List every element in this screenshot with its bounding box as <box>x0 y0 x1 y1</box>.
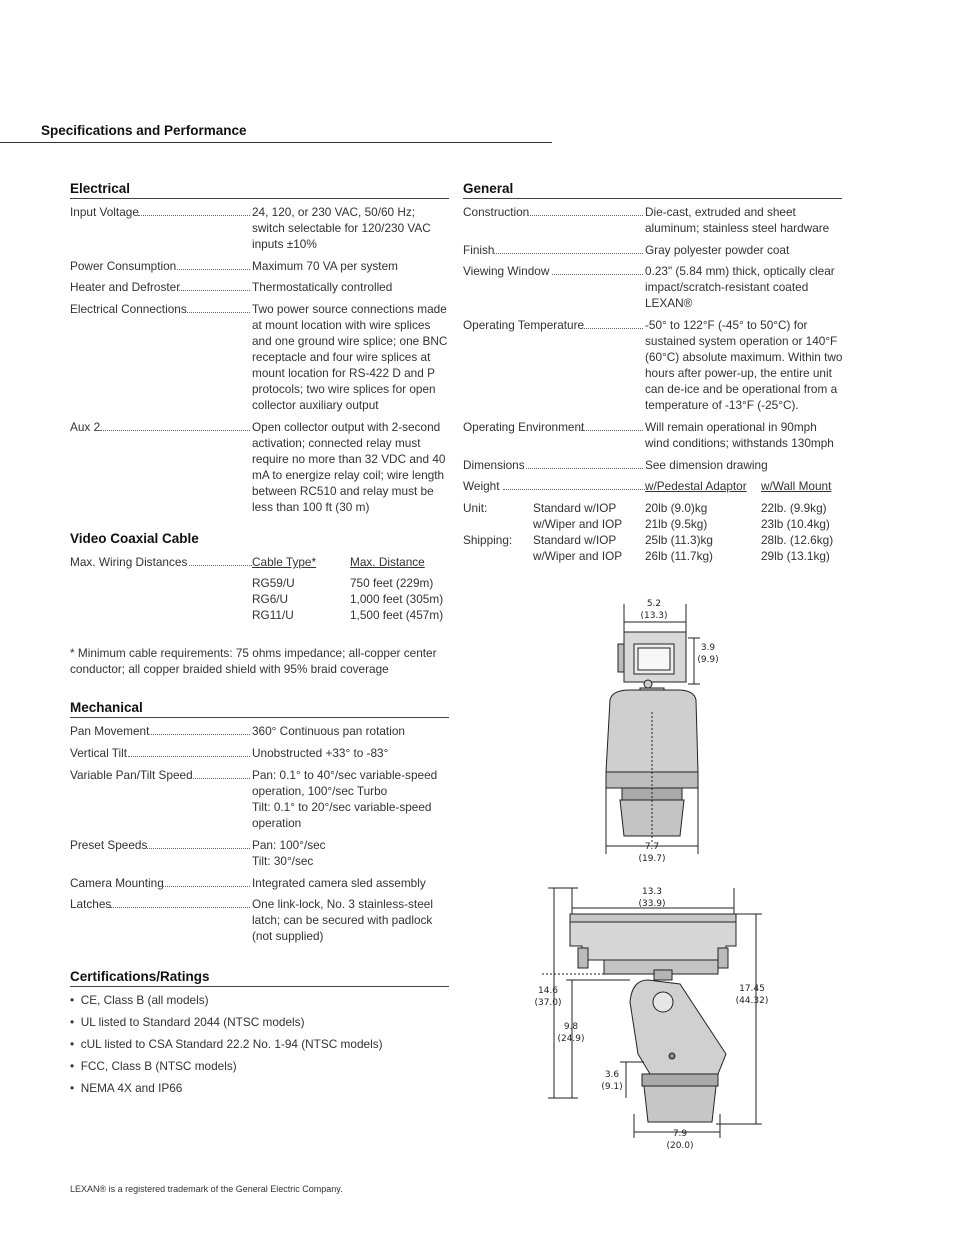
spec-label: Dimensions <box>463 458 525 472</box>
weight-table <box>463 478 843 568</box>
spec-row <box>463 242 843 258</box>
wall-mount-dimension-drawing <box>530 884 780 1152</box>
title-divider <box>0 142 552 143</box>
leader-dots <box>581 419 643 431</box>
video-label: Max. Wiring Distances <box>70 555 188 569</box>
spec-value: inputs ±10% <box>252 237 317 251</box>
spec-label: Pan Movement <box>70 724 150 738</box>
spec-value: Tilt: 0.1° to 20°/sec variable-speed <box>252 800 432 814</box>
cable-distance: 1,500 feet (457m) <box>350 608 444 622</box>
spec-label: Preset Speeds <box>70 838 148 852</box>
spec-value: protocols; two wire splices for open <box>252 382 436 396</box>
spec-row <box>70 723 450 739</box>
leader-dots <box>552 263 643 275</box>
weight-config: Standard w/IOP <box>533 501 617 515</box>
dim-label: (24.9) <box>557 1034 585 1044</box>
spec-value: Integrated camera sled assembly <box>252 876 426 890</box>
leader-dots <box>184 301 250 313</box>
spec-row <box>463 263 843 311</box>
cable-distance: 750 feet (229m) <box>350 576 434 590</box>
trademark-footnote: LEXAN® is a registered trademark of the General Electric Company. <box>70 1184 343 1194</box>
spec-value: (not supplied) <box>252 929 324 943</box>
dim-label: 17.45 <box>739 984 765 994</box>
spec-value: hours after power-up, the entire unit <box>645 366 832 380</box>
spec-label: Finish <box>463 243 495 257</box>
spec-value: impact/scratch-resistant coated <box>645 280 809 294</box>
leader-dots <box>189 554 252 566</box>
video-heading: Video Coaxial Cable <box>70 531 199 546</box>
spec-label: Input Voltage <box>70 205 139 219</box>
spec-value: less than 100 ft (30 m) <box>252 500 370 514</box>
weight-wall: 29lb (13.1kg) <box>761 549 830 563</box>
spec-row <box>70 419 450 515</box>
cable-note <box>70 645 437 677</box>
dim-label: (44.32) <box>735 996 769 1006</box>
spec-row <box>463 419 843 451</box>
spec-value: at mount location with wire splices <box>252 318 431 332</box>
spec-label: Viewing Window <box>463 264 550 278</box>
weight-pedestal: 21lb (9.5kg) <box>645 517 708 531</box>
cable-type: RG59/U <box>252 576 295 590</box>
spec-value: temperature of -13°F (-25°C). <box>645 398 799 412</box>
spec-value: Tilt: 30°/sec <box>252 854 314 868</box>
spec-value: mA to energize relay coil; wire length <box>252 468 445 482</box>
weight-config: w/Wiper and IOP <box>533 517 623 531</box>
certifications-divider <box>70 986 449 987</box>
spec-value: Two power source connections made <box>252 302 447 316</box>
general-divider <box>463 198 842 199</box>
spec-value: Pan: 100°/sec <box>252 838 326 852</box>
spec-label: Power Consumption <box>70 259 177 273</box>
spec-value: collector auxiliary output <box>252 398 379 412</box>
dim-label: (19.7) <box>638 854 666 864</box>
weight-config: w/Wiper and IOP <box>533 549 623 563</box>
spec-value: aluminum; stainless steel hardware <box>645 221 830 235</box>
spec-label: Vertical Tilt <box>70 746 128 760</box>
leader-dots <box>503 478 645 490</box>
leader-dots <box>494 242 643 254</box>
cable-note-line: conductor; all copper braided shield with 95% braid coverage <box>70 662 389 676</box>
dim-label: (20.0) <box>666 1141 694 1151</box>
dim-label: 7.9 <box>672 1129 688 1139</box>
dim-label: 9.8 <box>563 1022 579 1032</box>
spec-value: Pan: 0.1° to 40°/sec variable-speed <box>252 768 438 782</box>
weight-config: Standard w/IOP <box>533 533 617 547</box>
spec-value: activation; connected relay must <box>252 436 421 450</box>
weight-pedestal: 20lb (9.0)kg <box>645 501 708 515</box>
electrical-divider <box>70 198 449 199</box>
spec-value: See dimension drawing <box>645 458 768 472</box>
weight-wall: 22lb. (9.9kg) <box>761 501 827 515</box>
dim-label: 13.3 <box>641 887 663 897</box>
cable-type-header: Cable Type* <box>252 555 317 569</box>
spec-label: Operating Environment <box>463 420 585 434</box>
spec-row <box>463 204 843 236</box>
spec-value: -50° to 122°F (-45° to 50°C) for <box>645 318 808 332</box>
spec-value: 360° Continuous pan rotation <box>252 724 405 738</box>
spec-value: receptacle and four wire splices at <box>252 350 431 364</box>
spec-value: and one ground wire splice; one BNC <box>252 334 448 348</box>
list-item: • NEMA 4X and IP66 <box>70 1081 183 1095</box>
spec-value: operation <box>252 816 302 830</box>
dim-label: 3.6 <box>604 1070 620 1080</box>
leader-dots <box>100 419 250 431</box>
dim-label: (37.0) <box>534 998 562 1008</box>
spec-row <box>70 767 450 831</box>
leader-dots <box>162 875 250 887</box>
list-item: • UL listed to Standard 2044 (NTSC models) <box>70 1015 305 1029</box>
spec-value: Open collector output with 2-second <box>252 420 441 434</box>
leader-dots <box>110 896 250 908</box>
leader-dots <box>528 204 643 216</box>
mechanical-heading: Mechanical <box>70 700 143 715</box>
spec-value: switch selectable for 120/230 VAC <box>252 221 431 235</box>
leader-dots <box>128 745 250 757</box>
mechanical-divider <box>70 717 449 718</box>
weight-wall: 23lb (10.4kg) <box>761 517 830 531</box>
spec-label: Operating Temperature <box>463 318 585 332</box>
spec-label: Latches <box>70 897 112 911</box>
weight-group: Unit: <box>463 501 488 515</box>
cable-type: RG6/U <box>252 592 289 606</box>
spec-value: sustained system operation or 140°F <box>645 334 838 348</box>
spec-row <box>70 745 450 761</box>
spec-label: Heater and Defroster <box>70 280 181 294</box>
cable-type: RG11/U <box>252 608 294 622</box>
dim-label: (13.3) <box>640 611 668 621</box>
spec-value: between RC510 and relay must be <box>252 484 434 498</box>
page-title: Specifications and Performance <box>41 123 247 138</box>
spec-value: wind conditions; withstands 130mph <box>645 436 834 450</box>
pedestal-header: w/Pedestal Adaptor <box>645 479 747 493</box>
spec-value: latch; can be secured with padlock <box>252 913 433 927</box>
spec-value: Will remain operational in 90mph <box>645 420 817 434</box>
spec-value: Unobstructed +33° to -83° <box>252 746 389 760</box>
spec-value: Die-cast, extruded and sheet <box>645 205 796 219</box>
weight-group: Shipping: <box>463 533 513 547</box>
dim-label: 7.7 <box>644 842 660 852</box>
leader-dots <box>179 279 250 291</box>
leader-dots <box>144 837 250 849</box>
spec-label: Electrical Connections <box>70 302 187 316</box>
spec-row <box>463 457 843 473</box>
spec-label: Construction <box>463 205 530 219</box>
spec-value: Maximum 70 VA per system <box>252 259 398 273</box>
wall-mount-header: w/Wall Mount <box>761 479 832 493</box>
leader-dots <box>190 767 250 779</box>
spec-row <box>70 258 450 274</box>
certifications-list <box>70 992 383 1102</box>
leader-dots <box>582 317 643 329</box>
spec-label: Aux 2 <box>70 420 101 434</box>
spec-value: can de-ice and be operational from a <box>645 382 838 396</box>
spec-label: Camera Mounting <box>70 876 164 890</box>
video-cable-table <box>70 554 450 624</box>
list-item: • CE, Class B (all models) <box>70 993 209 1007</box>
list-item: • cUL listed to CSA Standard 22.2 No. 1-94 (NTSC models) <box>70 1037 383 1051</box>
weight-label: Weight <box>463 479 500 493</box>
list-item: • FCC, Class B (NTSC models) <box>70 1059 237 1073</box>
electrical-heading: Electrical <box>70 181 131 196</box>
dim-label: (9.1) <box>601 1082 623 1092</box>
pedestal-dimension-drawing <box>590 592 730 864</box>
dim-label: 5.2 <box>646 599 662 609</box>
spec-row <box>70 896 450 944</box>
spec-row <box>70 837 450 869</box>
spec-row <box>70 279 450 295</box>
dim-label: 14.6 <box>537 986 559 996</box>
general-heading: General <box>463 181 514 196</box>
spec-row <box>70 875 450 891</box>
spec-label: Variable Pan/Tilt Speed <box>70 768 193 782</box>
spec-value: require no more than 32 VDC and 40 <box>252 452 446 466</box>
spec-row <box>70 301 450 413</box>
weight-pedestal: 25lb (11.3)kg <box>645 533 713 547</box>
cable-distance: 1,000 feet (305m) <box>350 592 444 606</box>
spec-value: operation, 100°/sec Turbo <box>252 784 388 798</box>
weight-wall: 28lb. (12.6kg) <box>761 533 834 547</box>
spec-row <box>70 204 450 252</box>
spec-value: (60°C) absolute maximum. Within two <box>645 350 843 364</box>
leader-dots <box>526 457 643 469</box>
dim-label: (33.9) <box>638 899 666 909</box>
spec-value: 24, 120, or 230 VAC, 50/60 Hz; <box>252 205 416 219</box>
leader-dots <box>138 204 250 216</box>
spec-value: One link-lock, No. 3 stainless-steel <box>252 897 433 911</box>
spec-value: Gray polyester powder coat <box>645 243 790 257</box>
spec-value: 0.23" (5.84 mm) thick, optically clear <box>645 264 835 278</box>
spec-value: LEXAN® <box>645 296 693 310</box>
leader-dots <box>177 258 250 270</box>
weight-pedestal: 26lb (11.7kg) <box>645 549 713 563</box>
dim-label: (9.9) <box>697 655 719 665</box>
spec-row <box>463 317 843 413</box>
spec-value: Thermostatically controlled <box>252 280 393 294</box>
spec-value: mount location for RS-422 D and P <box>252 366 435 380</box>
dim-label: 3.9 <box>700 643 716 653</box>
leader-dots <box>148 723 250 735</box>
max-distance-header: Max. Distance <box>350 555 425 569</box>
cable-note-line: * Minimum cable requirements: 75 ohms impedance; all-copper center <box>70 646 437 660</box>
certifications-heading: Certifications/Ratings <box>70 969 210 984</box>
